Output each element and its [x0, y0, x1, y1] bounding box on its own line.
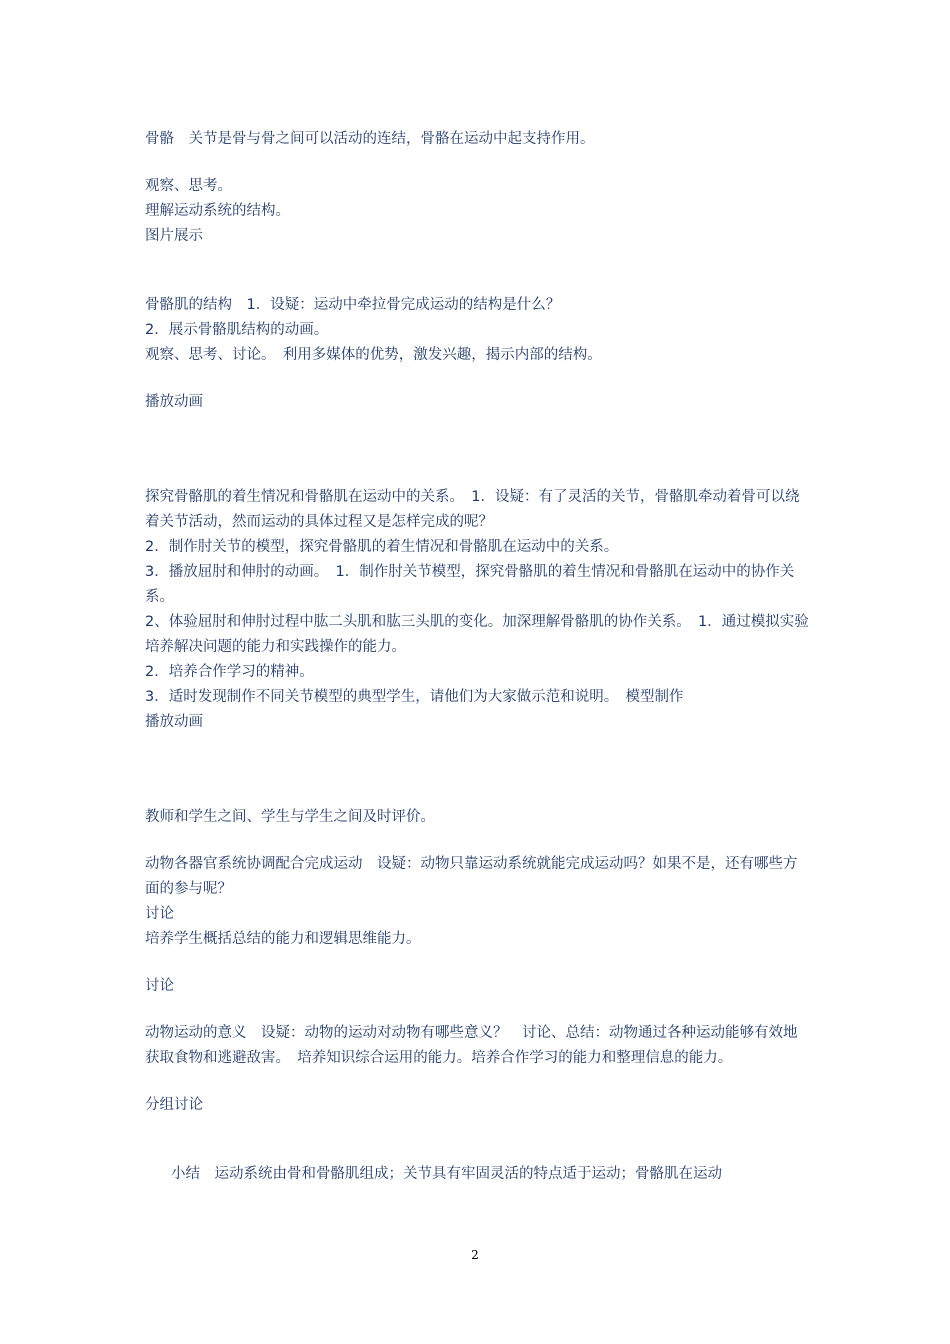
paragraph: 分组讨论: [145, 1097, 203, 1113]
paragraph: 图片展示: [145, 228, 203, 244]
paragraph: 观察、思考。: [145, 178, 232, 194]
paragraph: 动物运动的意义 设疑：动物的运动对动物有哪些意义？ 讨论、总结：动物通过各种运动能够有效地获取食物和逃避敌害。 培养知识综合运用的能力。培养合作学习的能力和整理信息的能力。: [145, 1025, 798, 1066]
paragraph: 教师和学生之间、学生与学生之间及时评价。: [145, 809, 435, 825]
paragraph: 3．播放屈肘和伸肘的动画。 1．制作肘关节模型，探究骨骼肌的着生情况和骨骼肌在运动中的协作关系。: [145, 564, 795, 605]
paragraph: 2．培养合作学习的精神。: [145, 664, 314, 680]
summary-paragraph: 小结 运动系统由骨和骨骼肌组成；关节具有牢固灵活的特点适于运动；骨骼肌在运动: [171, 1166, 722, 1182]
paragraph: 2．制作肘关节的模型，探究骨骼肌的着生情况和骨骼肌在运动中的关系。: [145, 539, 619, 555]
paragraph: 动物各器官系统协调配合完成运动 设疑：动物只靠运动系统就能完成运动吗？如果不是，还有哪些方面的参与呢？: [145, 856, 798, 897]
paragraph: 播放动画: [145, 394, 203, 410]
paragraph: 讨论: [145, 978, 174, 994]
paragraph: 培养学生概括总结的能力和逻辑思维能力。: [145, 931, 421, 947]
paragraph: 2．展示骨骼肌结构的动画。: [145, 322, 329, 338]
page-number: 2: [471, 1248, 479, 1262]
paragraph: 3．适时发现制作不同关节模型的典型学生，请他们为大家做示范和说明。 模型制作: [145, 689, 684, 705]
paragraph: 播放动画: [145, 714, 203, 730]
paragraph: 骨骼 关节是骨与骨之间可以活动的连结，骨骼在运动中起支持作用。: [145, 131, 595, 147]
paragraph: 理解运动系统的结构。: [145, 203, 290, 219]
paragraph: 讨论: [145, 906, 174, 922]
paragraph: 观察、思考、讨论。 利用多媒体的优势，激发兴趣，揭示内部的结构。: [145, 347, 602, 363]
paragraph: 2、体验屈肘和伸肘过程中肱二头肌和肱三头肌的变化。加深理解骨骼肌的协作关系。 1．通过模拟实验培养解决问题的能力和实践操作的能力。: [145, 614, 809, 655]
paragraph: 探究骨骼肌的着生情况和骨骼肌在运动中的关系。 1．设疑：有了灵活的关节，骨骼肌牵动着骨可以绕着关节活动，然而运动的具体过程又是怎样完成的呢？: [145, 489, 800, 530]
document-body: [145, 127, 810, 1187]
paragraph: 骨骼肌的结构 1．设疑：运动中牵拉骨完成运动的结构是什么？: [145, 297, 561, 313]
